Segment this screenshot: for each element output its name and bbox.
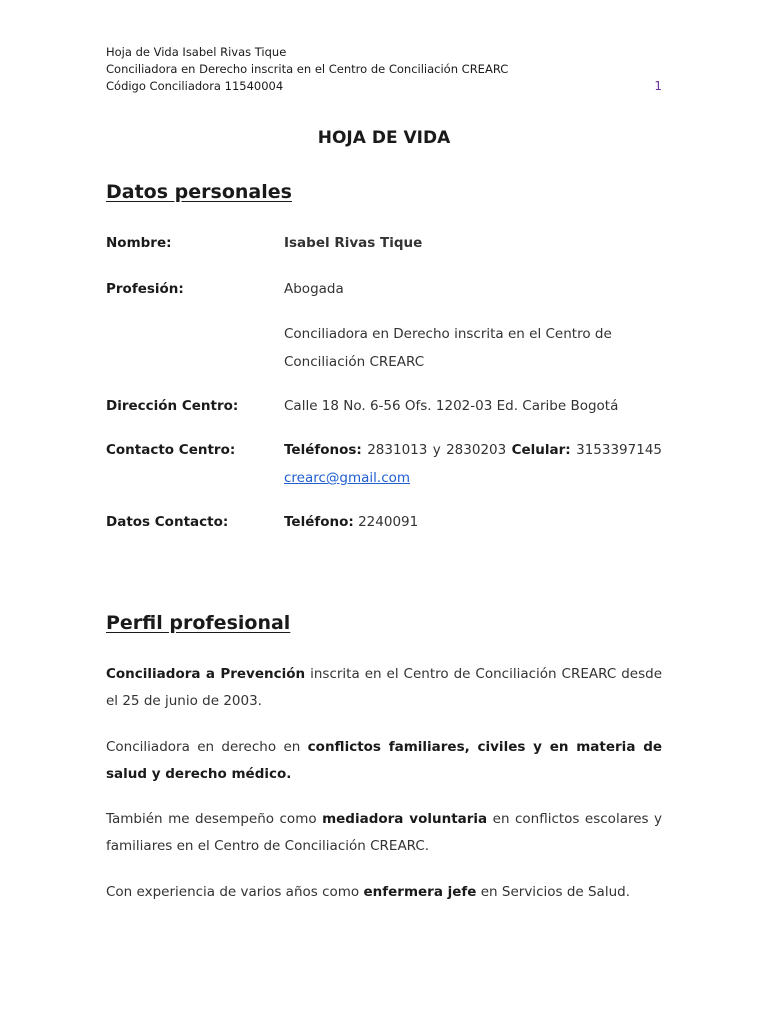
document-title: HOJA DE VIDA [317,128,451,148]
section-heading-perfil-profesional: Perfil profesional [106,612,291,634]
value-datos-contacto [284,508,662,536]
p3-bold: mediadora voluntaria [322,811,488,827]
celular-value: 3153397145 [576,442,663,458]
telefono-value: 2240091 [358,514,419,530]
value-contacto-centro [284,436,662,492]
section-heading-datos-personales: Datos personales [106,181,292,203]
p2-start: Conciliadora en derecho en [106,739,308,755]
p1-rest: inscrita en el Centro de Conciliación CREARC desde el 25 de junio de 2003. [106,666,663,709]
telefonos-label: Teléfonos: [284,442,362,458]
label-contacto-centro: Contacto Centro: [106,442,236,458]
p4-start: Con experiencia de varios años como [106,884,364,900]
header-line-role: Conciliadora en Derecho inscrita en el Centro de Conciliación CREARC [106,62,509,76]
perfil-paragraph-3 [106,806,662,860]
perfil-paragraph-2 [106,734,662,788]
perfil-paragraph-4 [106,879,662,906]
label-profesion: Profesión: [106,281,184,297]
p2-bold: conflictos familiares, civiles y en materia de salud y derecho médico. [106,739,663,782]
label-nombre: Nombre: [106,235,172,251]
telefonos-value: 2831013 y 2830203 [367,442,507,458]
document-header [106,44,662,95]
value-profesion-detail [284,320,662,376]
p4-bold: enfermera jefe [363,884,477,900]
header-line-name: Hoja de Vida Isabel Rivas Tique [106,45,287,59]
profesion-detail-line1: Conciliadora en Derecho inscrita en el Centro de [284,326,612,342]
page-number: 1 [654,79,662,93]
p3-start: También me desempeño como [106,811,323,827]
p4-rest: en Servicios de Salud. [476,884,630,900]
p3-rest: en conflictos escolares y familiares en el Centro de Conciliación CREARC. [106,811,663,854]
value-profesion: Abogada [284,281,344,297]
label-datos-contacto: Datos Contacto: [106,514,229,530]
header-line-code: Código Conciliadora 11540004 [106,79,284,93]
email-link[interactable]: crearc@gmail.com [284,470,411,486]
profesion-detail-line2: Conciliación CREARC [284,354,425,370]
label-direccion: Dirección Centro: [106,398,239,414]
perfil-paragraph-1 [106,661,662,715]
telefono-label: Teléfono: [284,514,354,530]
p1-bold: Conciliadora a Prevención [106,666,306,682]
value-direccion: Calle 18 No. 6-56 Ofs. 1202-03 Ed. Caribe Bogotá [284,398,619,414]
contacto-phones-line [284,436,662,464]
celular-label: Celular: [511,442,571,458]
value-nombre: Isabel Rivas Tique [284,235,423,251]
